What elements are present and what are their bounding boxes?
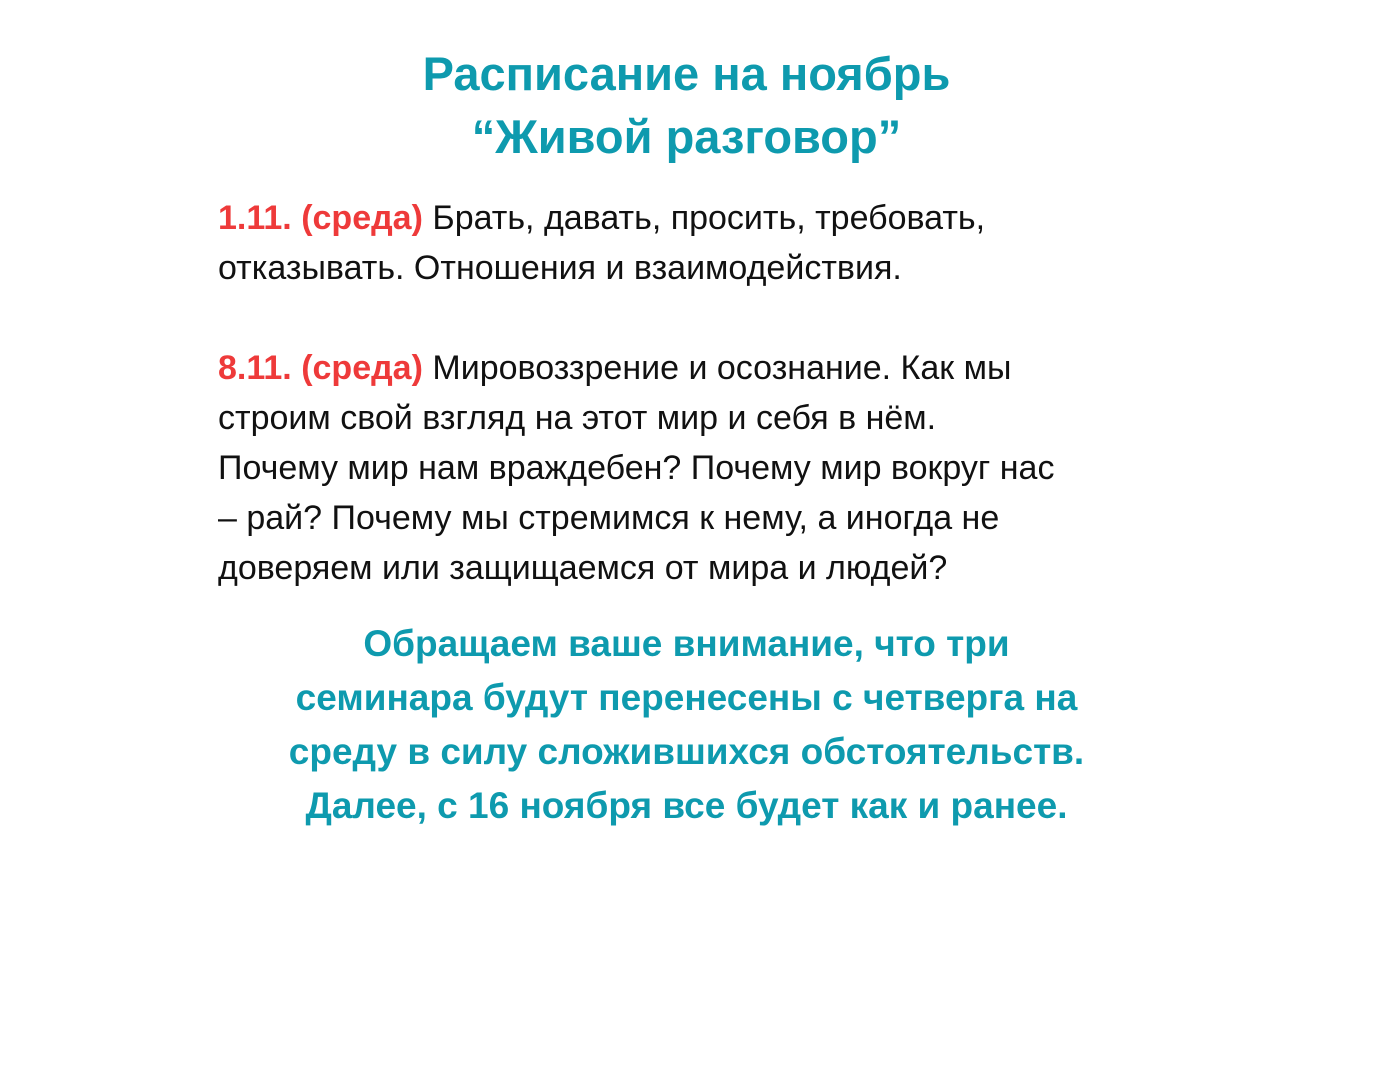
entry-text: отказывать. Отношения и взаимодействия. xyxy=(218,249,902,287)
entry-text: Почему мир нам враждебен? Почему мир вокруг нас xyxy=(218,449,1055,487)
notice-line: Обращаем ваше внимание, что три xyxy=(363,623,1010,664)
schedule-entry xyxy=(218,343,1054,593)
notice-line: среду в силу сложившихся обстоятельств. xyxy=(288,731,1085,772)
entry-text: – рай? Почему мы стремимся к нему, а иногда не xyxy=(218,499,1000,537)
entry-text: доверяем или защищаемся от мира и людей? xyxy=(218,549,948,587)
title-line-1: Расписание на ноябрь xyxy=(422,47,951,100)
entry-date: 1.11. (среда) xyxy=(218,199,423,237)
entry-text: строим свой взгляд на этот мир и себя в нём. xyxy=(218,399,937,437)
notice-line: семинара будут перенесены с четверга на xyxy=(295,677,1078,718)
notice xyxy=(0,617,1373,833)
notice-line: Далее, с 16 ноября все будет как и ранее. xyxy=(305,785,1068,826)
entry-text: Брать, давать, просить, требовать, xyxy=(432,199,986,237)
entry-text: Мировоззрение и осознание. Как мы xyxy=(432,349,1012,387)
entry-date: 8.11. (среда) xyxy=(218,349,423,387)
schedule-entry xyxy=(218,193,985,293)
title-line-2: “Живой разговор” xyxy=(471,110,902,163)
page-title xyxy=(0,42,1373,168)
